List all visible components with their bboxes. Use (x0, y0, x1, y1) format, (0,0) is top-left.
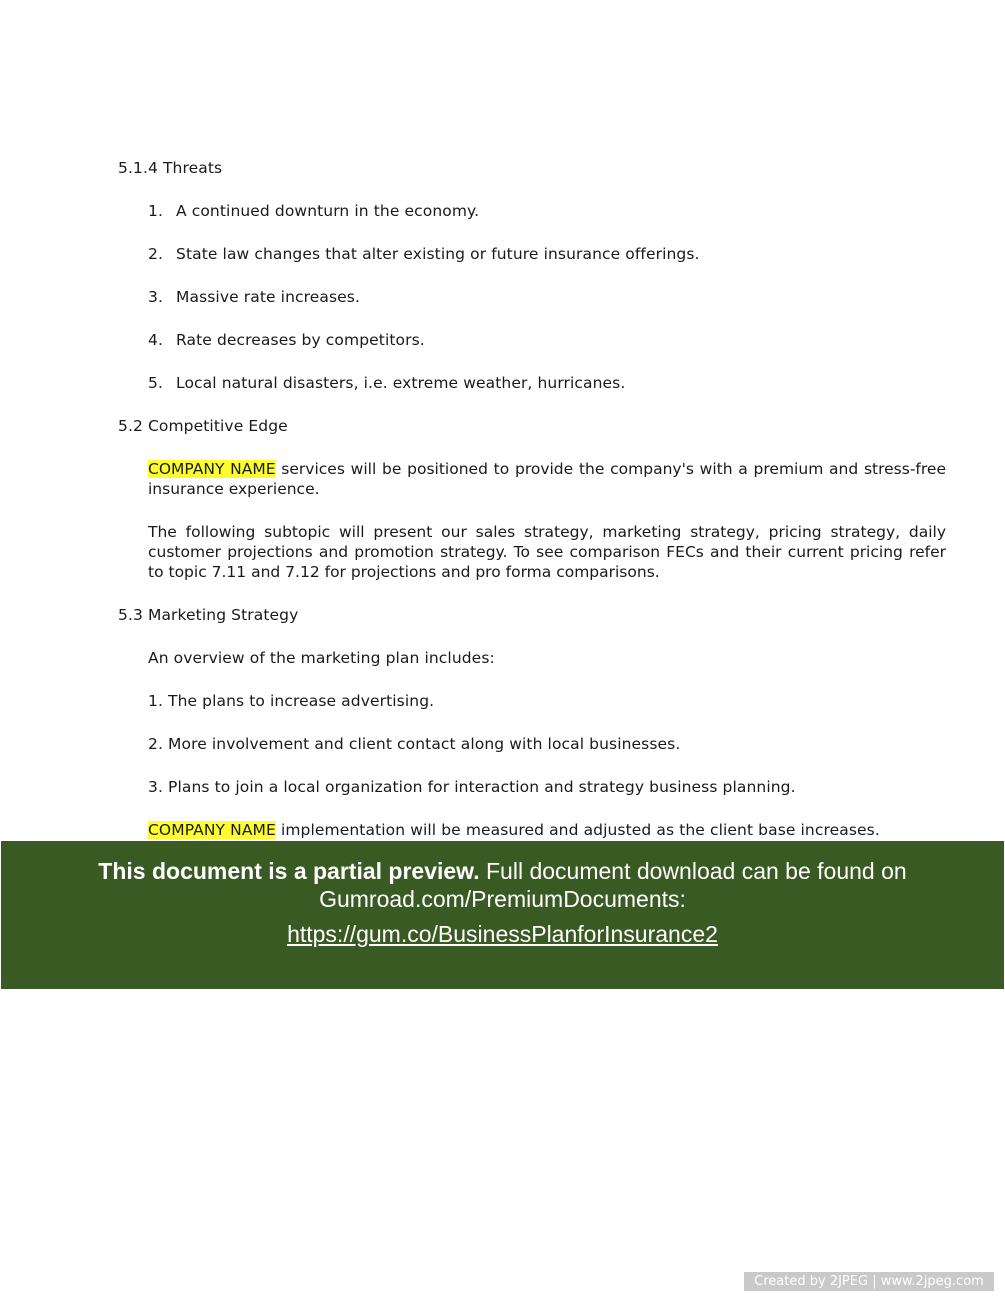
paragraph-text: implementation will be measured and adjusted as the client base increases. (275, 821, 880, 839)
competitive-edge-paragraph (148, 459, 946, 499)
marketing-closing (148, 820, 880, 840)
banner-bold-text: This document is a partial preview. (98, 858, 480, 884)
list-text: A continued downturn in the economy. (176, 202, 480, 220)
download-link[interactable]: https://gum.co/BusinessPlanforInsurance2 (287, 921, 718, 947)
list-text: State law changes that alter existing or future insurance offerings. (176, 245, 700, 263)
paragraph-text: services will be positioned to provide the company's with a premium and stress-free insurance experience. (148, 460, 946, 498)
list-number: 2. (148, 245, 163, 263)
banner-line-1 (1, 857, 1004, 885)
list-number: 5. (148, 374, 163, 392)
list-item (148, 373, 625, 393)
list-item (148, 201, 479, 221)
section-heading-threats: 5.1.4 Threats (118, 159, 223, 177)
list-item (148, 287, 360, 307)
list-text: Massive rate increases. (176, 288, 361, 306)
list-item: 2. More involvement and client contact along with local businesses. (148, 735, 681, 753)
company-name-highlight: COMPANY NAME (148, 821, 276, 839)
banner-text: Full document download can be found on (479, 858, 907, 884)
list-number: 3. (148, 288, 163, 306)
section-heading-marketing: 5.3 Marketing Strategy (118, 606, 299, 624)
banner-line-2: Gumroad.com/PremiumDocuments: (319, 886, 686, 912)
list-item (148, 330, 425, 350)
list-item (148, 244, 700, 264)
list-number: 1. (148, 202, 163, 220)
list-item: 3. Plans to join a local organization for interaction and strategy business planning. (148, 778, 796, 796)
company-name-highlight: COMPANY NAME (148, 460, 276, 478)
section-heading-competitive-edge: 5.2 Competitive Edge (118, 417, 288, 435)
list-text: Rate decreases by competitors. (176, 331, 425, 349)
list-number: 4. (148, 331, 163, 349)
list-text: Local natural disasters, i.e. extreme weather, hurricanes. (176, 374, 626, 392)
preview-banner (1, 841, 1004, 989)
list-item: 1. The plans to increase advertising. (148, 692, 435, 710)
marketing-intro: An overview of the marketing plan includes: (148, 649, 495, 667)
watermark: Created by 2JPEG | www.2jpeg.com (744, 1272, 994, 1291)
subtopic-paragraph: The following subtopic will present our sales strategy, marketing strategy, pricing strategy, daily customer projections and promotion strategy. To see comparison FECs and their current pricing refer to topic 7.11 and 7.12 for projections and pro forma comparisons. (148, 523, 946, 581)
